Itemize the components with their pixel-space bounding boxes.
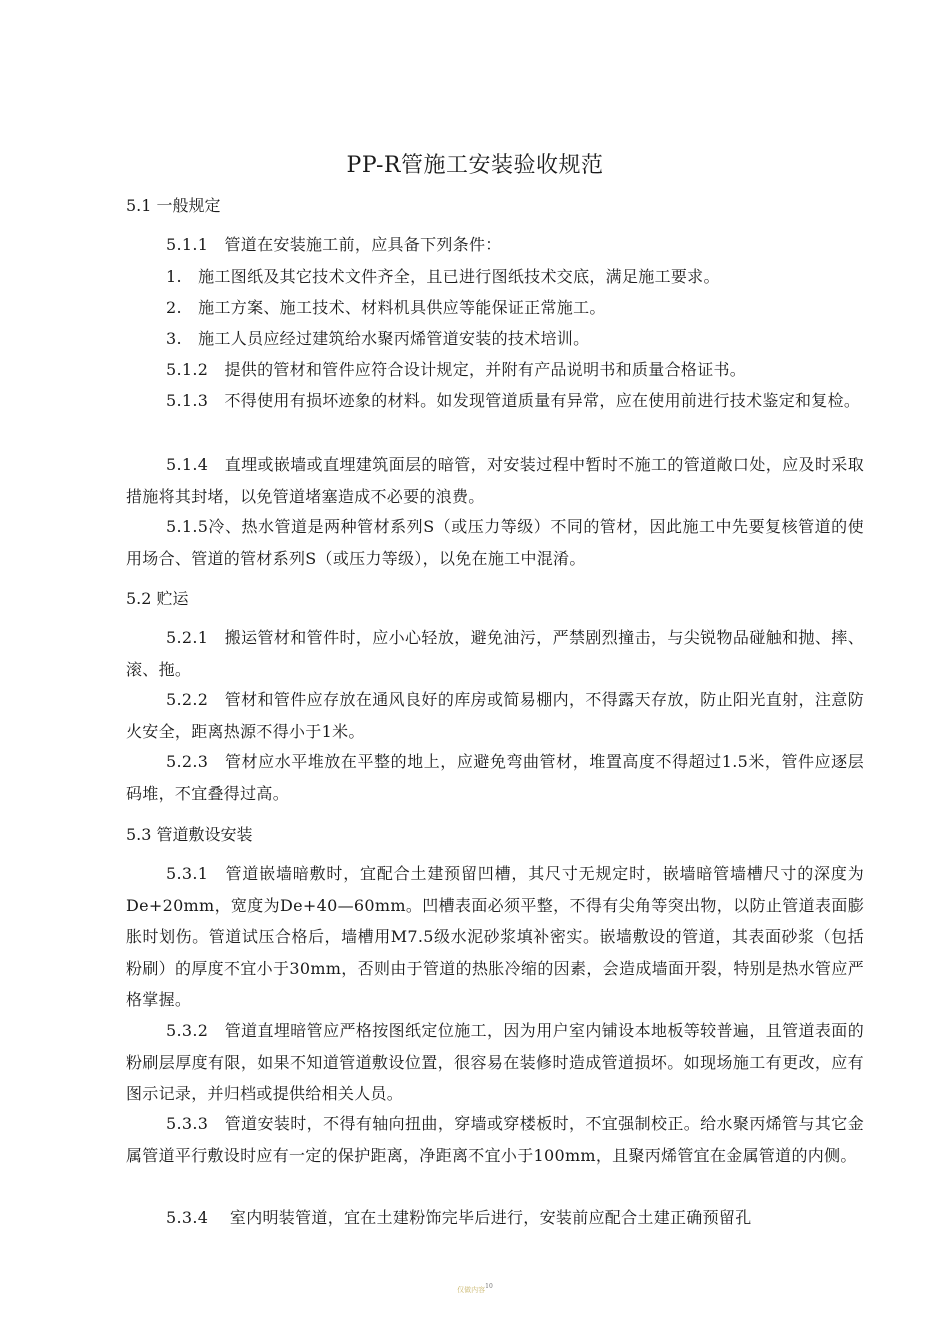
paragraph-5-3-2: 5.3.2 管道直埋暗管应严格按图纸定位施工，因为用户室内铺设本地板等较普遍，且管道表面的粉刷层厚度有限，如果不知道管道敷设位置，很容易在装修时造成管道损坏。如现场施工有更改，应有图示记录，并归档或提供给相关人员。 [126, 1021, 864, 1103]
paragraph-5-3-1: 5.3.1 管道嵌墙暗敷时，宜配合土建预留凹槽，其尺寸无规定时，嵌墙暗管墙槽尺寸的深度为De+20mm，宽度为De+40—60mm。凹槽表面必须平整，不得有尖角等突出物，以防止管道表面膨胀时划伤。管道试压合格后，墙槽用M7.5级水泥砂浆填补密实。嵌墙敷设的管道，其表面砂浆（包括粉刷）的厚度不宜小于30mm，否则由于管道的热胀冷缩的因素，会造成墙面开裂，特别是热水管应严格掌握。 [126, 864, 864, 1009]
list-item-1: 1. 施工图纸及其它技术文件齐全，且已进行图纸技术交底，满足施工要求。 [166, 267, 720, 286]
paragraph-5-1-1: 5.1.1 管道在安装施工前，应具备下列条件： [166, 235, 502, 254]
page-footer [0, 1283, 950, 1295]
paragraph-5-2-3: 5.2.3 管材应水平堆放在平整的地上，应避免弯曲管材，堆置高度不得超过1.5米，管件应逐层码堆，不宜叠得过高。 [126, 752, 864, 803]
footer-text: 仅做内容 [457, 1286, 486, 1294]
paragraph-5-1-2: 5.1.2 提供的管材和管件应符合设计规定，并附有产品说明书和质量合格证书。 [166, 360, 747, 379]
section-heading-5-2: 5.2 贮运 [126, 589, 189, 608]
paragraph-5-1-5: 5.1.5冷、热水管道是两种管材系列S（或压力等级）不同的管材，因此施工中先要复核管道的使用场合、管道的管材系列S（或压力等级），以免在施工中混淆。 [126, 517, 864, 568]
paragraph-5-1-4: 5.1.4 直埋或嵌墙或直埋建筑面层的暗管，对安装过程中暂时不施工的管道敞口处，应及时采取措施将其封堵，以免管道堵塞造成不必要的浪费。 [126, 455, 864, 506]
paragraph-5-3-4: 5.3.4 室内明装管道，宜在土建粉饰完毕后进行，安装前应配合土建正确预留孔 [166, 1208, 752, 1227]
list-item-3: 3. 施工人员应经过建筑给水聚丙烯管道安装的技术培训。 [166, 329, 590, 348]
section-heading-5-3: 5.3 管道敷设安装 [126, 825, 253, 844]
paragraph-5-2-2: 5.2.2 管材和管件应存放在通风良好的库房或简易棚内，不得露天存放，防止阳光直射，注意防火安全，距离热源不得小于1米。 [126, 690, 864, 741]
list-item-2: 2. 施工方案、施工技术、材料机具供应等能保证正常施工。 [166, 298, 606, 317]
document-title: PP-R管施工安装验收规范 [346, 153, 604, 178]
page-number: 10 [485, 1283, 493, 1290]
paragraph-5-2-1: 5.2.1 搬运管材和管件时，应小心轻放，避免油污，严禁剧烈撞击，与尖锐物品碰触和抛、摔、滚、拖。 [126, 628, 864, 679]
paragraph-5-3-3: 5.3.3 管道安装时，不得有轴向扭曲，穿墙或穿楼板时，不宜强制校正。给水聚丙烯管与其它金属管道平行敷设时应有一定的保护距离，净距离不宜小于100mm，且聚丙烯管宜在金属管道的内侧。 [126, 1114, 864, 1165]
paragraph-5-1-3: 5.1.3 不得使用有损坏迹象的材料。如发现管道质量有异常，应在使用前进行技术鉴定和复检。 [166, 391, 861, 410]
section-heading-5-1: 5.1 一般规定 [126, 196, 221, 215]
